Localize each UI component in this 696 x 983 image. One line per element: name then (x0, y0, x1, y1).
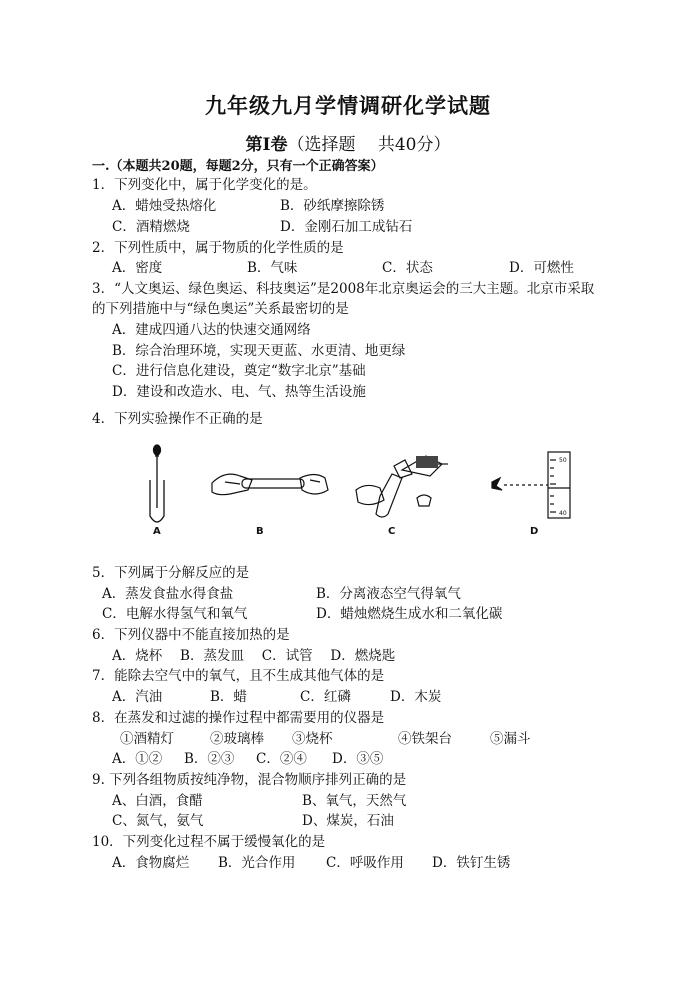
page-subtitle (0, 130, 696, 155)
q3-stem-line2: 的下列措施中与“绿色奥运”关系最密切的是 (92, 301, 349, 317)
part-desc: （选择题 共40分） (287, 135, 451, 155)
scale-label-40: 40 (559, 510, 567, 517)
section-heading: 一.（本题共20题，每题2分，只有一个正确答案） (92, 159, 384, 174)
figure-label-d: D (530, 526, 539, 537)
q6-stem: 6．下列仪器中不能直接加热的是 (92, 627, 290, 643)
q2-option-c: C．状态 (382, 260, 433, 276)
q7-stem: 7．能除去空气中的氧气，且不生成其他气体的是 (92, 668, 385, 684)
q8-item-2: ②玻璃棒 (210, 731, 264, 747)
q1-option-d: D．金刚石加工成钻石 (280, 219, 413, 235)
q1-option-c: C．酒精燃烧 (112, 219, 190, 235)
q5-stem: 5．下列属于分解反应的是 (92, 565, 250, 581)
q10-option-c: C．呼吸作用 (326, 855, 404, 871)
figure-label-b: B (256, 526, 264, 537)
q7-option-b: B．蜡 (210, 689, 247, 705)
q7-option-c: C．红磷 (300, 689, 351, 705)
q3-option-a: A．建成四通八达的快速交通网络 (112, 322, 311, 338)
q8-option-c: C．②④ (256, 751, 307, 767)
part-label: 第Ⅰ卷 (245, 135, 288, 155)
q8-item-1: ①酒精灯 (120, 731, 174, 747)
figure-c-pouring-into-test-tube (356, 456, 448, 517)
q5-option-c: C．电解水得氢气和氧气 (102, 606, 248, 622)
figure-a-dropper-in-test-tube (150, 445, 164, 522)
q9-option-c: C、氮气，氨气 (112, 813, 204, 829)
q10-option-d: D．铁钉生锈 (432, 855, 511, 871)
q10-option-a: A．食物腐烂 (112, 855, 190, 871)
figure-label-c: C (388, 526, 396, 537)
q5-option-d: D．蜡烛燃烧生成水和二氧化碳 (316, 606, 503, 622)
q3-stem-line1: 3．“人文奥运、绿色奥运、科技奥运”是2008年北京奥运会的三大主题。北京市采取 (92, 281, 595, 297)
q4-stem: 4．下列实验操作不正确的是 (92, 411, 263, 427)
q7-option-a: A．汽油 (112, 689, 163, 705)
q5-option-b: B．分离液态空气得氧气 (316, 586, 461, 602)
q9-stem: 9. 下列各组物质按纯净物，混合物顺序排列正确的是 (92, 772, 407, 788)
q5-option-a: A．蒸发食盐水得食盐 (102, 586, 234, 602)
q2-option-a: A．密度 (112, 260, 163, 276)
q3-option-c: C．进行信息化建设，奠定“数字北京”基础 (112, 363, 366, 379)
q8-option-b: B．②③ (184, 751, 235, 767)
q1-option-b: B．砂纸摩擦除锈 (280, 198, 385, 214)
figure-d-graduated-cylinder (492, 452, 570, 518)
q1-option-a: A．蜡烛受热熔化 (112, 198, 217, 214)
figure-label-a: A (153, 526, 161, 537)
q3-option-b: B．综合治理环境，实现天更蓝、水更清、地更绿 (112, 343, 406, 359)
q8-option-d: D．③⑤ (332, 751, 384, 767)
q9-option-b: B、氧气，天然气 (302, 793, 407, 809)
q9-option-a: A、白酒，食醋 (112, 793, 203, 809)
q10-option-b: B．光合作用 (218, 855, 296, 871)
q6-options: A．烧杯 B．蒸发皿 C．试管 D．燃烧匙 (112, 648, 396, 664)
q1-stem: 1．下列变化中，属于化学变化的是。 (92, 177, 317, 193)
q4-figures (130, 438, 590, 544)
page-title: 九年级九月学情调研化学试题 (205, 93, 491, 118)
q8-item-5: ⑤漏斗 (490, 731, 531, 747)
q2-option-d: D．可燃性 (509, 260, 574, 276)
q10-stem: 10．下列变化过程不属于缓慢氧化的是 (92, 834, 326, 850)
q2-stem: 2．下列性质中，属于物质的化学性质的是 (92, 240, 344, 256)
q8-option-a: A．①② (112, 751, 163, 767)
q7-option-d: D．木炭 (390, 689, 442, 705)
figure-b-hands-holding-tube (212, 474, 328, 495)
q2-option-b: B．气味 (247, 260, 298, 276)
q8-item-3: ③烧杯 (292, 731, 333, 747)
q3-option-d: D．建设和改造水、电、气、热等生活设施 (112, 384, 366, 400)
scale-label-50: 50 (559, 457, 567, 464)
q9-option-d: D、煤炭，石油 (302, 813, 394, 829)
q8-stem: 8．在蒸发和过滤的操作过程中都需要用的仪器是 (92, 710, 385, 726)
q8-item-4: ④铁架台 (398, 731, 452, 747)
